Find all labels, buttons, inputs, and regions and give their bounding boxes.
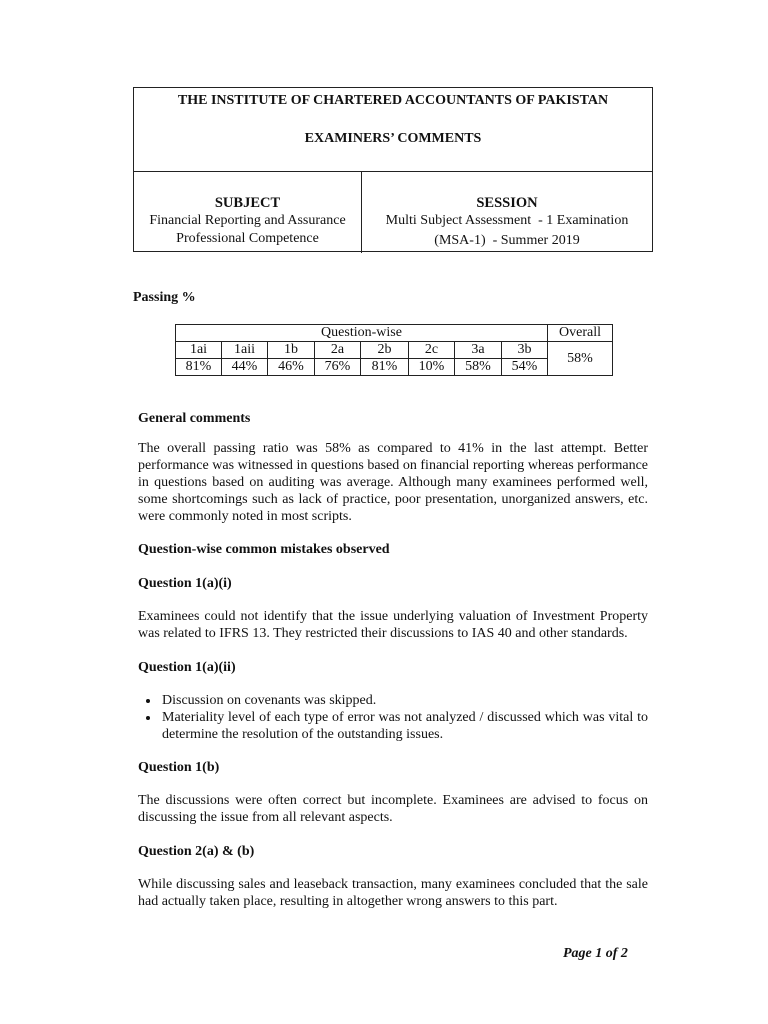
subject-cell	[134, 172, 362, 253]
subject-heading: SUBJECT	[214, 195, 281, 211]
percentage-cell: 44%	[222, 359, 268, 376]
overall-value: 58%	[548, 342, 613, 376]
subject-line: Financial Reporting and Assurance	[149, 213, 346, 228]
question-cell: 2a	[315, 342, 361, 359]
percentage-cell: 10%	[409, 359, 455, 376]
session-cell	[362, 172, 652, 253]
question-cell: 2c	[409, 342, 455, 359]
table-row	[176, 342, 613, 359]
question-cell: 1aii	[222, 342, 268, 359]
institute-name: THE INSTITUTE OF CHARTERED ACCOUNTANTS OF PAKISTAN	[177, 93, 609, 108]
subject-line: Professional Competence	[176, 231, 319, 246]
percentage-cell: 58%	[455, 359, 502, 376]
general-comments-heading: General comments	[138, 411, 251, 426]
q1aii-heading: Question 1(a)(ii)	[138, 660, 236, 675]
percentage-cell: 46%	[268, 359, 315, 376]
list-item: • Discussion on covenants was skipped.	[160, 692, 648, 709]
question-wise-header: Question-wise	[176, 325, 548, 342]
header-details	[134, 172, 652, 253]
session-heading: SESSION	[476, 195, 538, 211]
question-cell: 3a	[455, 342, 502, 359]
q1ai-text: Examinees could not identify that the issue underlying valuation of Investment Property was related to IFRS 13. They restricted their discussions to IAS 40 and other standards.	[138, 609, 648, 641]
q1b-heading: Question 1(b)	[138, 760, 220, 775]
q1aii-bullet-list	[138, 692, 648, 743]
q2-text: While discussing sales and leaseback transaction, many examinees concluded that the sale had actually taken place, resulting in altogether wrong answers to this part.	[138, 877, 648, 909]
overall-header: Overall	[548, 325, 613, 342]
question-cell: 1ai	[176, 342, 222, 359]
document-title: EXAMINERS’ COMMENTS	[304, 131, 482, 146]
session-line: (MSA-1) - Summer 2019	[434, 233, 580, 248]
q2-heading: Question 2(a) & (b)	[138, 844, 255, 859]
mistakes-heading: Question-wise common mistakes observed	[138, 542, 390, 557]
question-cell: 2b	[361, 342, 409, 359]
header-title-area	[134, 88, 652, 172]
general-comments-text: The overall passing ratio was 58% as compared to 41% in the last attempt. Better performance was witnessed in questions based on financial reporting whereas performance in questions based on auditing was average. Although many examinees performed well, some shortcomings such as lack of practice, poor presentation, unorganized answers, etc. were commonly noted in most scripts.	[138, 441, 648, 524]
percentage-cell: 76%	[315, 359, 361, 376]
percentage-cell: 81%	[176, 359, 222, 376]
comments-body	[138, 410, 648, 910]
session-line: Multi Subject Assessment - 1 Examination	[385, 213, 629, 228]
passing-table	[175, 324, 613, 376]
header-box	[133, 87, 653, 252]
percentage-cell: 54%	[502, 359, 548, 376]
table-row	[176, 359, 613, 376]
question-cell: 3b	[502, 342, 548, 359]
passing-label: Passing %	[133, 290, 196, 305]
question-cell: 1b	[268, 342, 315, 359]
page-number: Page 1 of 2	[563, 946, 628, 961]
list-item: • Materiality level of each type of error was not analyzed / discussed which was vital to determine the resolution of the outstanding issues.	[160, 709, 648, 743]
percentage-cell: 81%	[361, 359, 409, 376]
q1b-text: The discussions were often correct but incomplete. Examinees are advised to focus on discussing the issue from all relevant aspects.	[138, 793, 648, 825]
q1ai-heading: Question 1(a)(i)	[138, 576, 232, 591]
